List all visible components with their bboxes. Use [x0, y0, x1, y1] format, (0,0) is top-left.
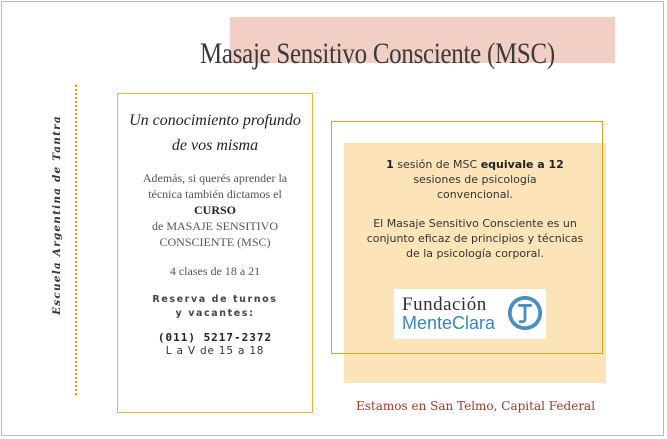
office-hours: L a V de 15 a 18 — [165, 345, 265, 357]
dotted-divider — [75, 85, 77, 395]
equivalence-highlight: equivale a 12 — [480, 158, 564, 171]
fundacion-menteclara-logo — [394, 289, 546, 339]
lead-line-2: de vos misma — [171, 137, 259, 154]
reservation-line-1: Reserva de turnos — [152, 294, 278, 305]
course-paragraph — [118, 170, 312, 250]
logo-line-2: MenteClara — [402, 313, 496, 333]
para-line-3: de MASAJE SENSITIVO — [152, 219, 278, 233]
side-label-text: Escuela Argentina de Tantra — [51, 115, 64, 315]
description-line-3: de la psicología corporal. — [406, 247, 544, 260]
benefit-line-1a: sesión de MSC — [397, 158, 478, 171]
para-line-4: CONSCIENTE (MSC) — [159, 235, 271, 249]
phone-number: (011) 5217-2372 — [157, 331, 273, 344]
spacer — [344, 202, 606, 216]
description-line-1: El Masaje Sensitivo Consciente es un — [373, 217, 577, 230]
page-title: Masaje Sensitivo Consciente (MSC) — [200, 37, 555, 70]
logo-line-1: Fundación — [402, 294, 487, 315]
course-info-box — [117, 93, 313, 413]
benefit-line-1 — [344, 157, 606, 172]
logo-wordmark — [394, 295, 495, 333]
reservation-heading — [118, 293, 312, 321]
lead-heading — [118, 108, 312, 158]
benefit-line-3: convencional. — [436, 188, 514, 201]
curso-label: CURSO — [193, 203, 236, 217]
benefit-line-2: sesiones de psicología — [413, 173, 537, 186]
description-line-2: conjunto eficaz de principios y técnicas — [366, 232, 584, 245]
vertical-side-label — [45, 115, 69, 315]
para-line-1: Además, si querés aprender la — [142, 171, 288, 185]
reservation-line-2: y vacantes: — [175, 308, 255, 319]
lead-line-1: Un conocimiento profundo — [129, 112, 301, 129]
session-count: 1 — [386, 158, 394, 171]
menteclara-logo-icon — [506, 294, 544, 332]
para-line-2: técnica también dictamos el — [148, 187, 282, 201]
class-schedule: 4 clases de 18 a 21 — [169, 264, 261, 278]
msc-benefits-text — [344, 157, 606, 261]
location-footer: Estamos en San Telmo, Capital Federal — [356, 399, 596, 413]
